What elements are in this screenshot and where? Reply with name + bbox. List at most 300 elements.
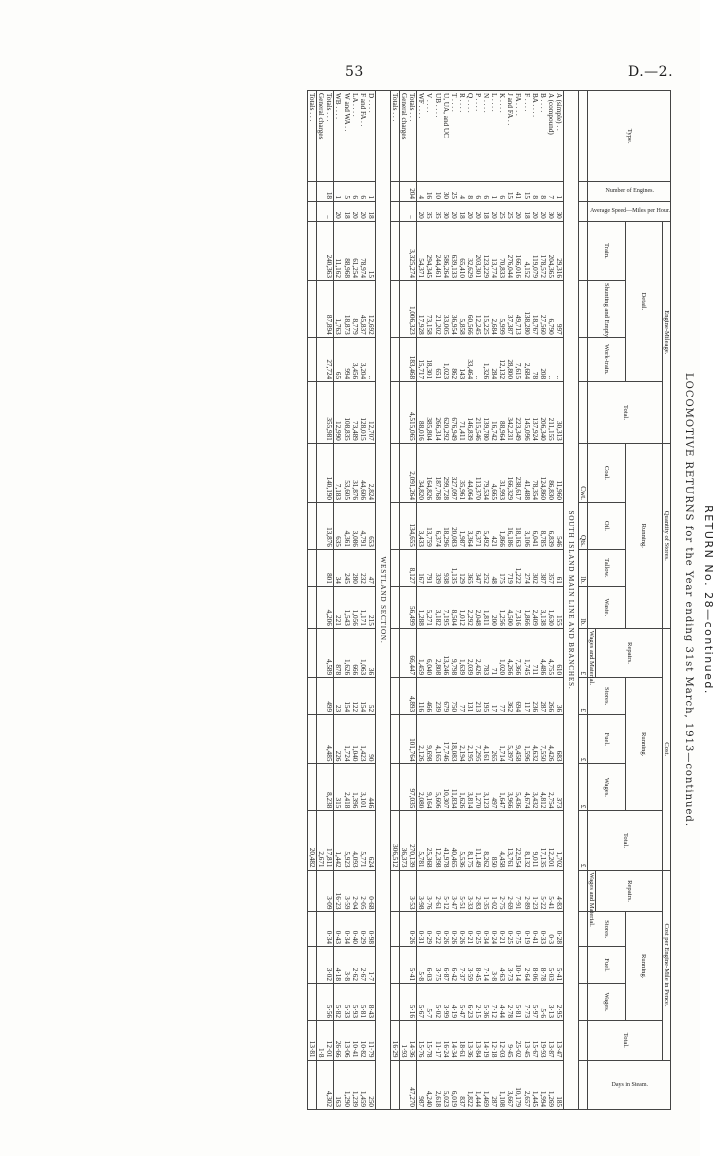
row-label: A (simple) . . [555,91,564,182]
header-pm-fuel: Fuel. [588,946,625,983]
table-cell: 347 [474,549,482,586]
table-cell: 3·33 [466,870,474,912]
table-cell: 3,456 [351,337,359,381]
table-cell: 3·8 [490,946,498,983]
row-label: L . . . . [490,91,498,182]
table-cell: 1,423 [359,715,367,764]
table-cell [308,182,317,202]
table-cell: 65,410 [458,221,466,280]
table-cell: 1,012 [458,586,466,628]
table-cell: 1,647 [498,764,506,811]
table-cell: 13·81 [308,1020,317,1060]
row-label: B . . . . [539,91,547,182]
table-cell [317,946,326,983]
table-cell: 6,374 [433,502,441,549]
header-cost: Cost. [663,628,671,870]
table-cell: 145,096 [522,382,530,444]
row-label: T . . . . [450,91,458,182]
table-cell: 5·41 [555,946,564,983]
table-cell: 1 [334,182,343,202]
table-cell: 5 [343,182,351,202]
table-row [351,91,359,1110]
table-cell: 3·59 [466,946,474,983]
row-label: WB . . . . [334,91,343,182]
table-cell: 938 [442,549,450,586]
table-cell: 5·16 [408,983,417,1020]
header-oil: Oil. [588,502,625,549]
table-cell: 30,313 [555,382,564,444]
table-cell: 97,035 [408,764,417,811]
table-cell: 122 [351,678,359,715]
table-cell: 5·41 [408,946,417,983]
table-cell: 20 [417,202,426,222]
table-cell: 6·42 [450,946,458,983]
table-cell: 139,780 [482,382,490,444]
table-cell: 73,158 [425,280,433,337]
table-cell: 16,742 [490,382,498,444]
table-cell: 2·04 [351,870,359,912]
table-cell: 1,702 [555,811,564,870]
table-cell: 1,444 [474,1060,482,1109]
table-cell: 66,447 [408,628,417,677]
table-cell: 1,222 [514,549,522,586]
table-cell: 33,464 [466,337,474,381]
section-westland: WESTLAND SECTION. [375,91,390,1110]
table-cell: 18 [367,202,376,222]
table-cell: 73,489 [351,382,359,444]
table-cell: 1,822 [466,1060,474,1109]
table-cell: 61 [555,549,564,586]
table-cell: 5·22 [539,870,547,912]
table-cell: 266 [547,678,555,715]
totals-row [325,91,334,1110]
general-charges-row [317,91,326,1110]
table-cell: 2·95 [555,983,564,1020]
table-cell: 12·18 [490,1020,498,1060]
table-cell [400,764,409,811]
table-cell: 0·34 [343,912,351,947]
table-cell: 56,499 [408,586,417,628]
table-cell: 0·34 [325,912,334,947]
rotated-table-sheet [95,90,715,1110]
table-cell: 140,190 [325,443,334,502]
table-cell [390,870,399,912]
table-row [514,91,522,1110]
row-label: K . . . . [498,91,506,182]
page-number: 53 [345,64,364,80]
table-cell: 25 [506,202,514,222]
table-cell: 8·06 [531,946,539,983]
table-cell: 16·24 [442,1020,450,1060]
table-cell: 123,229 [482,221,490,280]
table-cell: 10·41 [351,1020,359,1060]
table-cell: 45,837 [359,280,367,337]
table-cell: 0·25 [474,912,482,947]
table-cell: 113,370 [474,443,482,502]
return-title: RETURN No. 28—continued. [702,505,715,695]
table-cell: 12·03 [498,1020,506,1060]
table-row [442,91,450,1110]
table-cell: 41,978 [442,811,450,870]
table-cell: 2·83 [474,870,482,912]
table-cell: 635 [334,502,343,549]
table-cell: 18 [522,202,530,222]
table-cell [308,764,317,811]
table-cell: 20 [466,202,474,222]
table-cell [400,983,409,1020]
header-coal: Coal. [588,443,625,502]
table-cell: 35 [425,202,433,222]
table-cell: 1,714 [498,715,506,764]
table-cell: 1,270 [474,764,482,811]
table-cell: 1·23 [531,870,539,912]
table-cell: 791 [425,549,433,586]
table-cell: 7·37 [458,946,466,983]
table-cell [317,280,326,337]
table-cell: 20 [351,202,359,222]
table-cell: 18,083 [450,715,458,764]
table-cell: 994 [343,337,351,381]
table-cell: 4,266 [506,628,514,677]
table-cell: 1,630 [547,586,555,628]
table-cell [308,280,317,337]
table-cell: 6 [359,182,367,202]
table-cell: 2·75 [498,870,506,912]
table-cell: 2·15 [474,983,482,1020]
table-cell: 131 [466,678,474,715]
table-cell: 18,163 [514,502,522,549]
table-cell: 34 [334,549,343,586]
table-cell: 30 [442,182,450,202]
table-cell: 2·62 [351,946,359,983]
table-cell [400,182,409,202]
table-cell: 9,798 [450,628,458,677]
table-cell: 15 [506,182,514,202]
table-cell: 11,834 [450,764,458,811]
table-row [450,91,458,1110]
table-cell [317,912,326,947]
table-cell: 302 [531,549,539,586]
table-cell: 3,101 [359,764,367,811]
table-cell: 88,964 [498,382,506,444]
table-cell: 41 [514,182,522,202]
table-cell: 676,949 [450,382,458,444]
table-row [458,91,466,1110]
table-cell [390,946,399,983]
table-cell: 20 [490,202,498,222]
table-cell: 221 [334,586,343,628]
row-label: WF . . . . [417,91,426,182]
table-cell [390,1060,399,1109]
table-cell: 6·03 [425,946,433,983]
table-cell: 238,617 [514,443,522,502]
table-cell: 20 [539,202,547,222]
table-cell: 1,256 [498,586,506,628]
table-cell: 155 [555,586,564,628]
table-cell: 4 [417,182,426,202]
table-cell: 3,086 [351,502,359,549]
table-cell [317,628,326,677]
table-cell: 47,270 [408,1060,417,1109]
table-cell: 1,445 [531,1060,539,1109]
table-cell: 124,860 [539,443,547,502]
table-row [522,91,530,1110]
table-cell: 4,361 [343,502,351,549]
table-cell: 3,364 [466,502,474,549]
table-cell: 1,724 [343,715,351,764]
table-cell: 5,023 [442,1060,450,1109]
table-cell [400,628,409,677]
table-cell: 6·23 [466,983,474,1020]
table-cell: 4,165 [433,715,441,764]
table-cell: 20 [514,202,522,222]
table-cell: 1,239 [351,1060,359,1109]
table-cell: 31,876 [351,443,359,502]
table-cell: 32,629 [466,221,474,280]
table-cell: 14·36 [408,1020,417,1060]
table-row [531,91,539,1110]
table-cell: 5,606 [433,764,441,811]
table-cell: 1,023 [442,337,450,381]
table-cell: 10,179 [514,1060,522,1109]
table-cell: 16·29 [390,1020,399,1060]
table-cell: 3·76 [425,870,433,912]
table-cell: 31,993 [498,443,506,502]
table-cell: 4·63 [498,946,506,983]
table-cell: 299,728 [442,443,450,502]
table-cell: 4 [458,182,466,202]
locomotive-table [307,90,671,1110]
table-cell: 2·69 [506,870,514,912]
table-cell: 30 [442,202,450,222]
header-days-in-steam: Days in Steam. [588,1060,671,1109]
table-cell: 13,876 [325,502,334,549]
table-cell: 5·82 [334,983,343,1020]
table-cell: 750 [450,678,458,715]
table-cell: 2,418 [343,764,351,811]
table-cell: 1,135 [450,549,458,586]
table-cell [308,678,317,715]
table-cell: 620,292 [442,382,450,444]
table-cell: 4,486 [539,628,547,677]
table-cell: 2,618 [433,1060,441,1109]
table-cell: 1,459 [417,628,426,677]
table-cell: 215 [367,586,376,628]
table-cell [390,764,399,811]
table-cell [317,1060,326,1109]
table-cell: 4·18 [334,946,343,983]
table-cell: 53,605 [343,443,351,502]
header-pm-running: Running. [625,912,662,1021]
table-cell [308,443,317,502]
table-cell: 0·40 [351,912,359,947]
table-cell [390,502,399,549]
table-cell: 11·79 [367,1020,376,1060]
table-cell: 2,195 [466,715,474,764]
table-cell: 8,779 [351,280,359,337]
table-cell: 276,044 [506,221,514,280]
table-cell: 5,999 [498,280,506,337]
table-cell: 266,314 [433,382,441,444]
table-cell: 7,195 [442,586,450,628]
table-cell [400,443,409,502]
table-cell: 8 [531,182,539,202]
table-cell: 4,240 [425,1060,433,1109]
table-cell: 22,954 [514,811,522,870]
table-cell: 25 [498,202,506,222]
table-cell: 23 [334,678,343,715]
table-cell [400,221,409,280]
table-cell: 2,194 [458,715,466,764]
table-cell: 13·87 [547,1020,555,1060]
table-cell [308,946,317,983]
table-cell: 5,397 [506,715,514,764]
table-cell: 679 [442,678,450,715]
table-cell: 357 [547,549,555,586]
table-cell: 987 [417,1060,426,1109]
table-cell: 18,296 [442,502,450,549]
table-cell [400,870,409,912]
table-cell [317,337,326,381]
header-train: Train. [588,221,625,280]
table-cell: 154 [359,678,367,715]
table-cell: 36 [367,628,376,677]
table-cell: 2·78 [506,983,514,1020]
table-cell: 373 [555,764,564,811]
table-cell: 387 [539,549,547,586]
table-cell: 87,894 [325,280,334,337]
table-cell: 1 [367,182,376,202]
table-cell: 3,106 [522,502,530,549]
table-cell: 0·31 [417,912,426,947]
row-label: FA . . . . [514,91,522,182]
header-type: Type. [588,91,671,182]
table-row [367,91,376,1110]
table-cell: 18,873 [343,280,351,337]
table-cell: 8,127 [408,549,417,586]
table-cell: 5,436 [514,764,522,811]
row-label: V . . . . [425,91,433,182]
table-cell: 862 [450,337,458,381]
table-cell: 164,826 [425,443,433,502]
totals-row [408,91,417,1110]
table-cell: 5·67 [417,983,426,1020]
table-cell: 5,271 [425,586,433,628]
table-row [482,91,490,1110]
table-cell: 15·76 [417,1020,426,1060]
table-cell: 9,164 [425,764,433,811]
table-cell: 2,824 [367,443,376,502]
table-cell: 5·81 [359,983,367,1020]
table-cell: 7·73 [522,983,530,1020]
table-cell [317,983,326,1020]
table-row [343,91,351,1110]
table-cell [308,870,317,912]
table-cell [390,983,399,1020]
table-cell: 365 [466,549,474,586]
table-cell: 119,079 [531,221,539,280]
table-cell: 1,866 [498,502,506,549]
table-cell [308,202,317,222]
table-cell: 71,411 [458,382,466,444]
table-cell: 163 [334,1060,343,1109]
table-cell: 21,202 [433,280,441,337]
table-cell: 250 [367,1060,376,1109]
table-cell: 20 [334,202,343,222]
table-cell [390,382,399,444]
table-cell: 339 [433,549,441,586]
table-cell: 1,866 [522,586,530,628]
units-row: Cwt. Qts. lb. lb. £ £ £ £ £ [579,91,588,1110]
table-cell: 5,536 [458,811,466,870]
table-cell [400,715,409,764]
table-cell: 41,488 [522,443,530,502]
table-cell [390,221,399,280]
table-cell: 4·44 [498,983,506,1020]
table-cell: 26·66 [334,1020,343,1060]
table-cell [400,912,409,947]
table-cell [308,586,317,628]
table-cell: 850 [490,811,498,870]
table-cell: 7,295 [474,715,482,764]
table-cell: 306,512 [390,811,399,870]
table-cell: 10,307 [442,764,450,811]
table-cell: 108,835 [343,382,351,444]
table-cell: 3·59 [343,870,351,912]
table-cell: 6·87 [442,946,450,983]
table-cell: 101,764 [408,715,417,764]
table-row [547,91,555,1110]
table-cell: 5·97 [531,983,539,1020]
table-cell: 342,231 [506,382,514,444]
table-cell: 12,707 [367,382,376,444]
table-cell: 7·12 [490,983,498,1020]
table-cell: 0·29 [359,912,367,947]
table-cell: 653 [367,502,376,549]
table-cell: 13·47 [555,1020,564,1060]
table-cell: 783 [482,628,490,677]
table-cell: 11,960 [555,443,564,502]
table-cell: 5·41 [547,870,555,912]
table-cell [390,549,399,586]
table-cell: 203,301 [474,221,482,280]
table-cell: 270,139 [408,811,417,870]
table-cell: 244,461 [433,221,441,280]
table-cell: 7,615 [514,337,522,381]
table-cell: 837 [458,1060,466,1109]
row-label: LA . . . . [351,91,359,182]
table-cell: 6 [474,182,482,202]
table-cell: 17,135 [539,811,547,870]
table-cell: 9,011 [531,811,539,870]
table-cell: 499 [325,678,334,715]
table-cell: 5,492 [482,502,490,549]
header-quantity-stores: Quantity of Stores. [663,443,671,628]
table-cell: 19·93 [539,1020,547,1060]
header-avg-speed: Average Speed—Miles per Hour. [588,202,671,222]
table-cell: 12,245 [474,280,482,337]
table-cell [400,280,409,337]
table-cell [317,502,326,549]
table-cell: 8 [539,182,547,202]
row-label: F . . . . [522,91,530,182]
table-cell: 178,572 [539,221,547,280]
table-cell: 54,371 [417,221,426,280]
table-cell: 4,665 [490,443,498,502]
table-cell: 4,458 [498,811,506,870]
table-cell: 9,458 [514,715,522,764]
row-label: F and FA . . [359,91,367,182]
